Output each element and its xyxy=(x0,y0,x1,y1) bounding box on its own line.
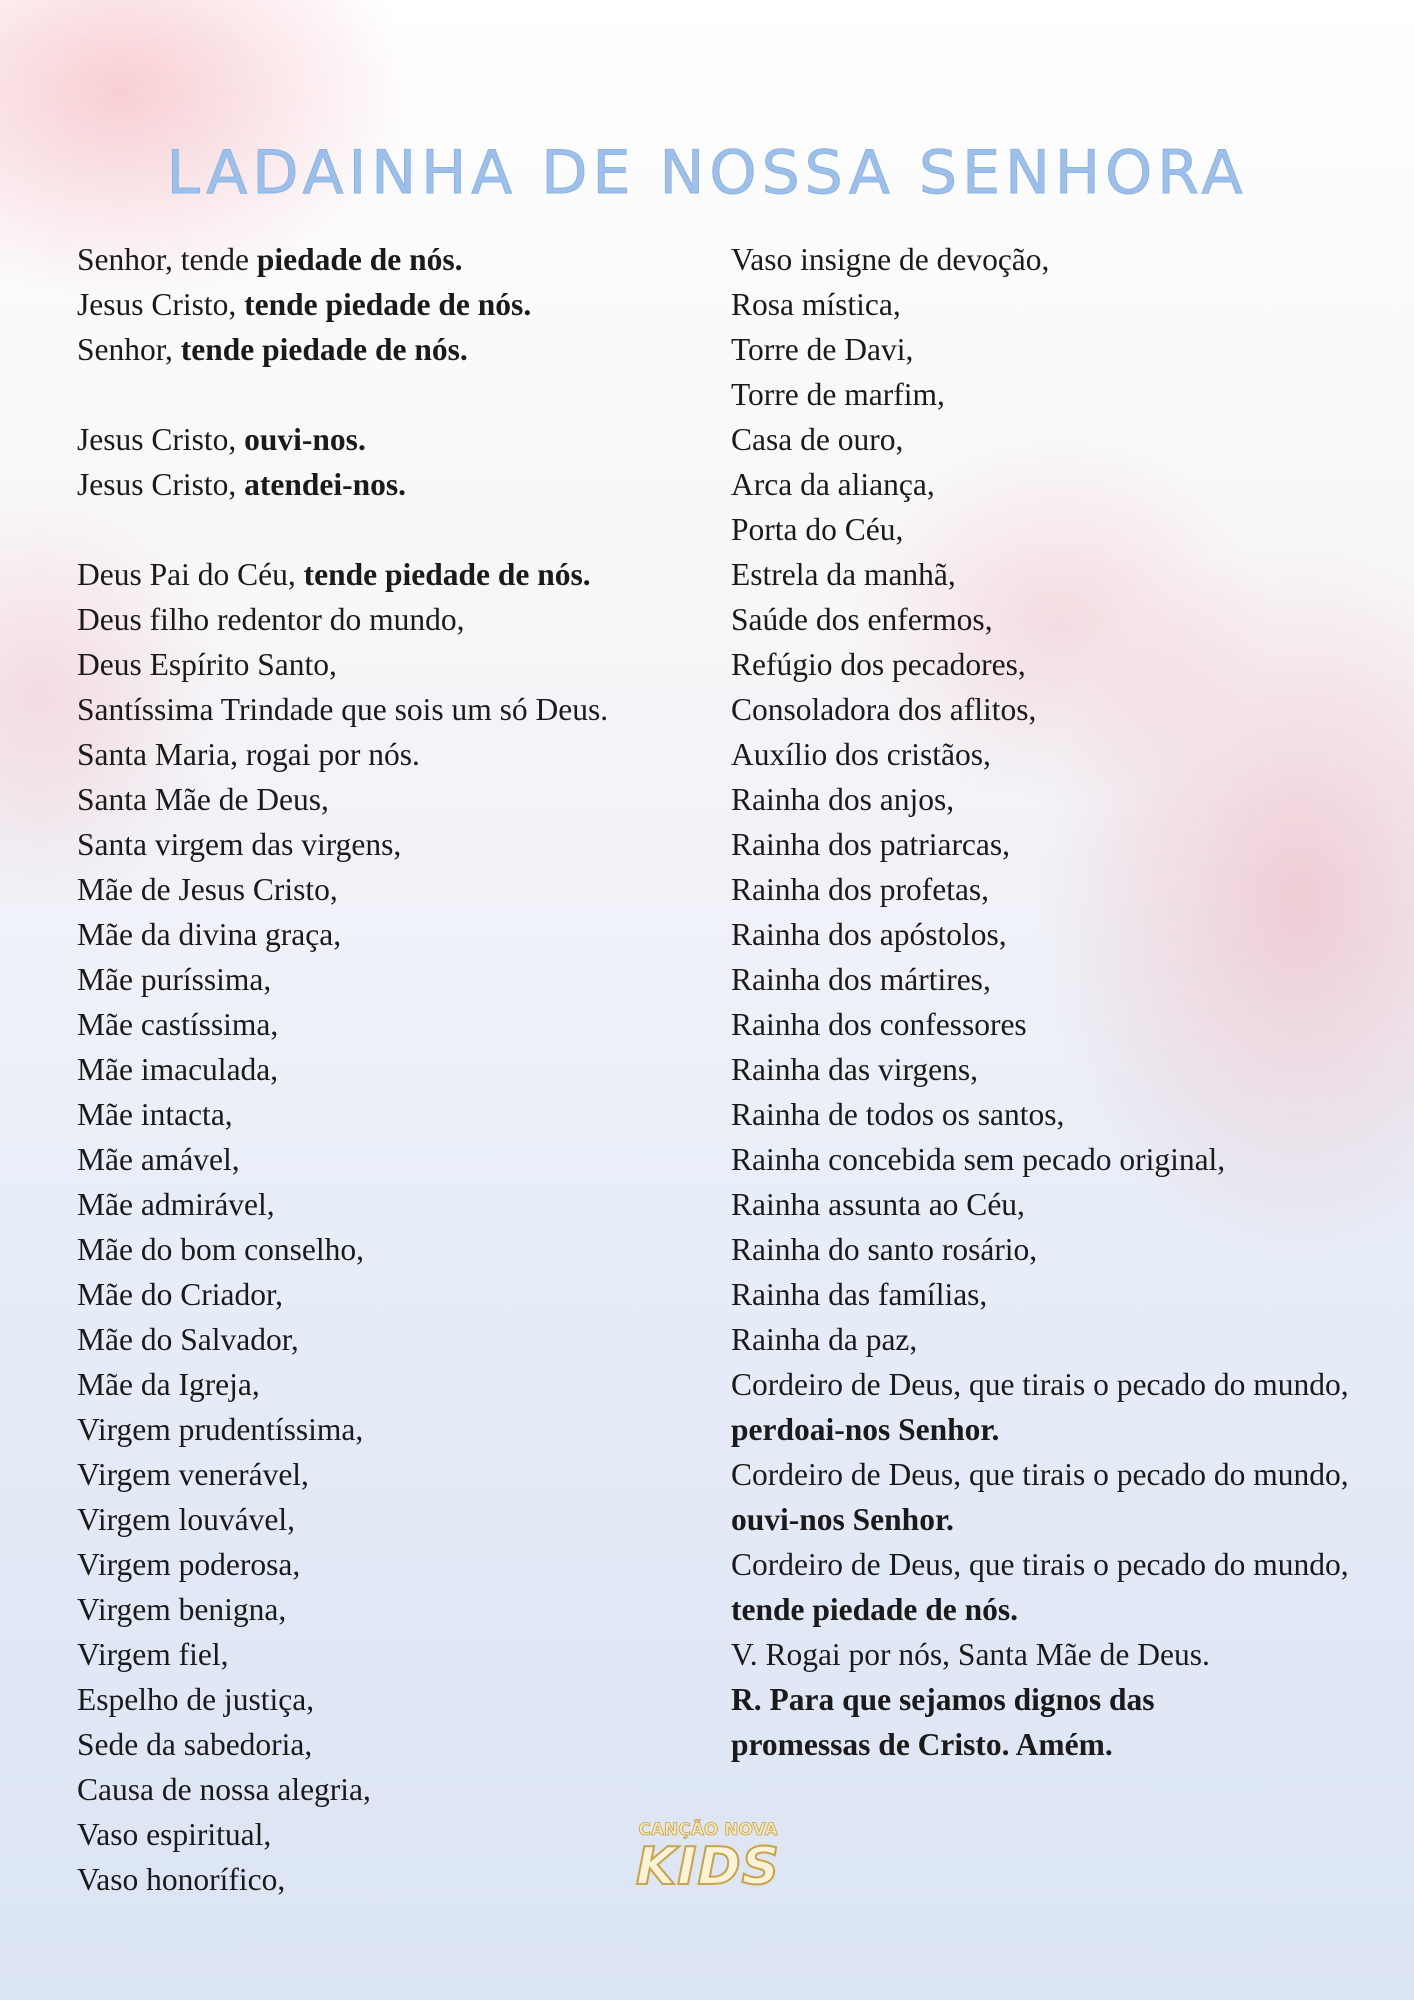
litany-line: Santa Maria, rogai por nós. xyxy=(77,737,420,772)
litany-line: Consoladora dos aflitos, xyxy=(731,692,1037,727)
cancao-nova-kids-logo xyxy=(628,1820,788,1900)
logo-main-text: KIDS xyxy=(635,1837,781,1897)
litany-line: Rainha dos anjos, xyxy=(731,782,955,817)
litany-line: Cordeiro de Deus, que tirais o pecado do mundo, perdoai-nos Senhor. xyxy=(731,1367,1349,1447)
litany-line: Rainha do santo rosário, xyxy=(731,1232,1038,1267)
litany-line: Deus Espírito Santo, xyxy=(77,647,337,682)
litany-line: Mãe de Jesus Cristo, xyxy=(77,872,338,907)
litany-line: V. Rogai por nós, Santa Mãe de Deus. xyxy=(731,1637,1210,1672)
litany-line: Deus filho redentor do mundo, xyxy=(77,602,465,637)
page-title: LADAINHA DE NOSSA SENHORA xyxy=(166,138,1248,208)
logo-top-text: CANÇÃO NOVA xyxy=(638,1820,778,1840)
litany-line: Arca da aliança, xyxy=(731,467,935,502)
litany-line: Mãe da Igreja, xyxy=(77,1367,260,1402)
litany-line: Virgem prudentíssima, xyxy=(77,1412,364,1447)
litany-line: Vaso honorífico, xyxy=(77,1862,286,1897)
litany-line: Vaso espiritual, xyxy=(77,1817,272,1852)
litany-line: Auxílio dos cristãos, xyxy=(731,737,991,772)
litany-line: Virgem fiel, xyxy=(77,1637,229,1672)
litany-line: Espelho de justiça, xyxy=(77,1682,315,1717)
litany-line: Vaso insigne de devoção, xyxy=(731,242,1050,277)
litany-line: Virgem louvável, xyxy=(77,1502,295,1537)
litany-line: Jesus Cristo, tende piedade de nós. xyxy=(77,287,532,322)
litany-line: Santíssima Trindade que sois um só Deus. xyxy=(77,692,609,727)
litany-line: Mãe puríssima, xyxy=(77,962,272,997)
litany-response: R. Para que sejamos dignos das promessas de Cristo. Amém. xyxy=(731,1682,1155,1762)
stanza-gap xyxy=(77,507,697,552)
litany-line: Sede da sabedoria, xyxy=(77,1727,313,1762)
litany-line: Rainha assunta ao Céu, xyxy=(731,1187,1025,1222)
litany-left-column xyxy=(77,237,697,1902)
litany-line: Cordeiro de Deus, que tirais o pecado do mundo, ouvi-nos Senhor. xyxy=(731,1457,1349,1537)
litany-line: Saúde dos enfermos, xyxy=(731,602,993,637)
litany-line: Senhor, tende piedade de nós. xyxy=(77,242,463,277)
litany-line: Rainha dos apóstolos, xyxy=(731,917,1007,952)
litany-line: Jesus Cristo, ouvi-nos. xyxy=(77,422,366,457)
stanza-gap xyxy=(77,372,697,417)
litany-line: Estrela da manhã, xyxy=(731,557,956,592)
litany-line: Mãe do bom conselho, xyxy=(77,1232,364,1267)
litany-line: Deus Pai do Céu, tende piedade de nós. xyxy=(77,557,591,592)
litany-line: Porta do Céu, xyxy=(731,512,904,547)
litany-line: Mãe castíssima, xyxy=(77,1007,279,1042)
litany-right-column xyxy=(731,237,1351,1767)
litany-line: Santa virgem das virgens, xyxy=(77,827,402,862)
litany-line: Jesus Cristo, atendei-nos. xyxy=(77,467,407,502)
litany-line: Rainha das famílias, xyxy=(731,1277,988,1312)
litany-line: Casa de ouro, xyxy=(731,422,904,457)
litany-line: Mãe admirável, xyxy=(77,1187,275,1222)
litany-line: Torre de marfim, xyxy=(731,377,945,412)
litany-line: Cordeiro de Deus, que tirais o pecado do mundo, tende piedade de nós. xyxy=(731,1547,1349,1627)
litany-line: Mãe do Salvador, xyxy=(77,1322,299,1357)
litany-line: Rainha dos profetas, xyxy=(731,872,990,907)
litany-line: Virgem benigna, xyxy=(77,1592,287,1627)
litany-line: Refúgio dos pecadores, xyxy=(731,647,1026,682)
litany-line: Rainha da paz, xyxy=(731,1322,918,1357)
litany-line: Rainha das virgens, xyxy=(731,1052,979,1087)
litany-line: Rainha dos patriarcas, xyxy=(731,827,1011,862)
litany-line: Senhor, tende piedade de nós. xyxy=(77,332,468,367)
litany-line: Rainha de todos os santos, xyxy=(731,1097,1065,1132)
litany-line: Santa Mãe de Deus, xyxy=(77,782,329,817)
litany-line: Rosa mística, xyxy=(731,287,901,322)
litany-line: Mãe da divina graça, xyxy=(77,917,342,952)
litany-line: Virgem venerável, xyxy=(77,1457,309,1492)
litany-line: Virgem poderosa, xyxy=(77,1547,301,1582)
litany-line: Mãe amável, xyxy=(77,1142,240,1177)
litany-line: Mãe intacta, xyxy=(77,1097,233,1132)
litany-line: Rainha dos confessores xyxy=(731,1007,1027,1042)
litany-line: Rainha concebida sem pecado original, xyxy=(731,1142,1226,1177)
litany-line: Rainha dos mártires, xyxy=(731,962,991,997)
litany-line: Torre de Davi, xyxy=(731,332,914,367)
litany-line: Mãe do Criador, xyxy=(77,1277,284,1312)
litany-line: Causa de nossa alegria, xyxy=(77,1772,371,1807)
litany-line: Mãe imaculada, xyxy=(77,1052,279,1087)
